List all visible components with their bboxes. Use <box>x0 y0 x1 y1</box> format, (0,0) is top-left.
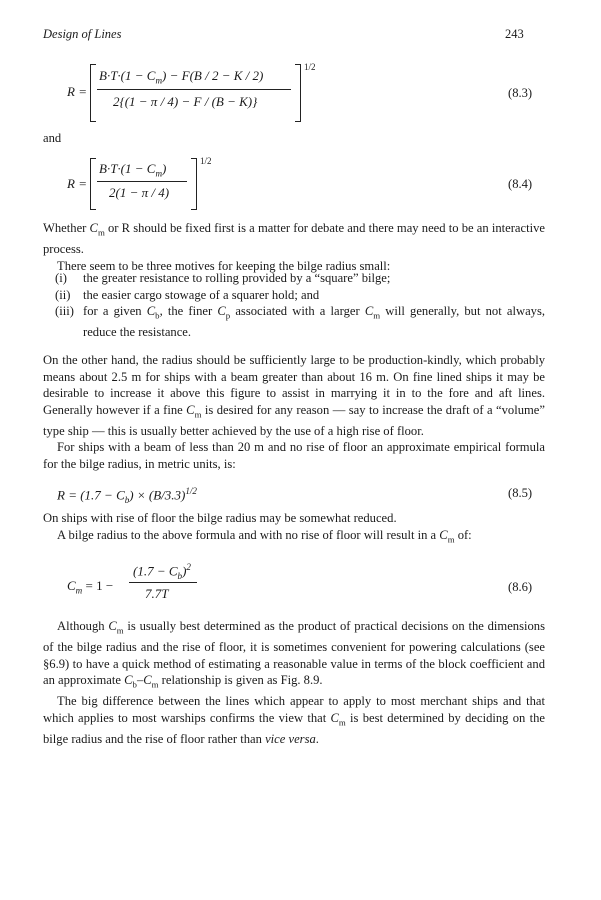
motives-list <box>43 270 545 341</box>
eq-number: (8.6) <box>508 580 533 594</box>
fraction-bar <box>97 181 187 182</box>
eq-exponent: 1/2 <box>200 156 212 166</box>
right-bracket <box>295 64 301 122</box>
eq-denominator: 7.7T <box>145 586 169 601</box>
eq-number: (8.3) <box>508 86 533 100</box>
eq-numerator: $B\cdot T\cdot(1 - C_m) - F(B / 2 - K / 2)$ <box>99 68 264 86</box>
eq-numerator: $B\cdot T\cdot(1 - C_m)$ <box>99 161 167 179</box>
eq-number: (8.4) <box>508 177 533 191</box>
right-bracket <box>191 158 197 210</box>
paragraph: On ships with rise of floor the bilge radius may be somewhat reduced. A bilge radius to the above formula and with no rise of floor will result in a $C_m$ of: <box>43 511 472 545</box>
eq-lhs: R = <box>67 176 87 191</box>
eq-exponent: 1/2 <box>304 62 316 72</box>
paragraph: Although $C_m$ is usually best determined as the product of practical decisions on the dimensions of the bilge radius and the rise of floor, it is sometimes convenient for powering calculations (see §6.9) to have a quick method of estimating a reasonable value in terms of the block coefficient and an approximate $C_b-C_m$ relationship is given as Fig. 8.9. The big difference between the lines which appear to apply to most merchant ships and that which applies to most warships confirms the view that $C_m$ is best determined by deciding on the bilge radius and the rise of floor rather than vice versa. <box>43 619 545 747</box>
list-item: (iii) for a given $C_b$, the finer $C_p$ associated with a larger $C_m$ will generally, but not always, reduce the resistance. <box>55 304 546 340</box>
eq-lhs: R = <box>67 84 87 99</box>
connector-text: and <box>43 131 62 145</box>
fraction-bar <box>97 89 291 90</box>
paragraph: For ships with a beam of less than 20 m and no rise of floor an approximate empirical formula for the bilge radius, in metric units, is: <box>43 440 545 472</box>
eq-denominator: 2(1 − π / 4) <box>109 185 170 200</box>
list-item: (ii) the easier cargo stowage of a squarer hold; and <box>55 287 320 302</box>
paragraph: Whether $C_m$ or R should be fixed first is a matter for debate and there may need to be an interactive process. There seem to be three motives for keeping the bilge radius small: <box>43 221 545 273</box>
paragraph: On the other hand, the radius should be sufficiently large to be production-kindly, which probably means about 2.5 m for ships with a beam greater than about 16 m. On fine lined ships it may be desirable to increase it above this figure to assist in marrying it in to the fore and aft lines. Generally however if a fine $C_m$ is desired for any reason — say to increase the draft of a “volume” type ship — this is usually better achieved by the use of a high rise of floor. For ships with a beam of less than 20 m and no rise of floor an approximate empirical formula for the bilge radius, in metric units, is: <box>43 353 545 472</box>
left-bracket <box>90 64 96 122</box>
left-bracket <box>90 158 96 210</box>
running-header: Design of Lines <box>43 27 122 41</box>
eq-denominator: 2{(1 − π / 4) − F / (B − K)} <box>113 94 258 109</box>
paragraph: There seem to be three motives for keeping the bilge radius small: <box>57 258 391 273</box>
equation-8-5: $R = (1.7 - C_b) \times (B/3.3)^{1/2}$ (8.5) <box>57 486 533 505</box>
equation-8-4 <box>43 156 545 212</box>
eq-numerator: $(1.7 - C_b)^2$ <box>133 562 191 581</box>
page-number: 243 <box>505 27 524 41</box>
equation-8-3 <box>43 62 545 124</box>
list-item: (i) the greater resistance to rolling provided by a “square” bilge; <box>55 271 391 285</box>
fraction-bar <box>129 582 197 583</box>
equation-8-6: $C_m = 1$ − $(1.7 - C_b)^2$ 7.7T (8.6) <box>67 562 533 601</box>
eq-number: (8.5) <box>508 486 533 500</box>
